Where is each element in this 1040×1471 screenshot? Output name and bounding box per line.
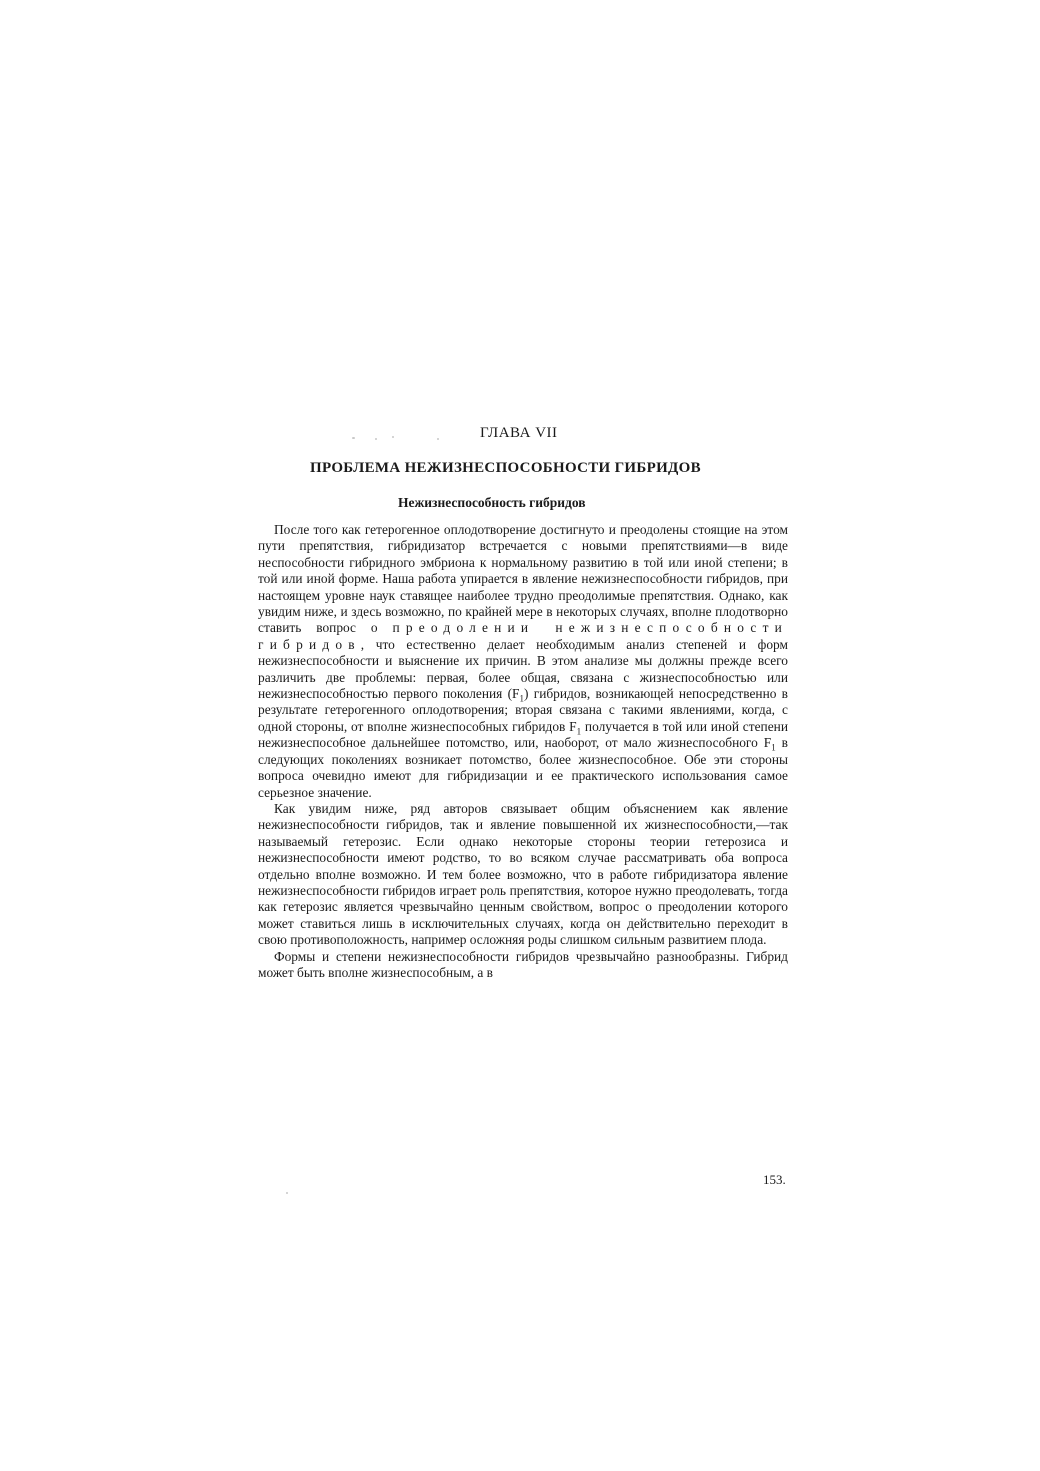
chapter-heading: ГЛАВА VII (480, 425, 558, 441)
paragraph-1 (258, 522, 788, 801)
scan-speck (437, 438, 439, 440)
scan-speck (352, 437, 355, 439)
body-text (258, 522, 788, 981)
scan-speck (286, 1192, 288, 1194)
paragraph-1-part-5: в следующих поколениях возникает потомство, более жизнеспособное. Обе эти стороны вопроса очевидно имеют для гибридизации и ее практического использования самое серьезное значение. (258, 735, 788, 800)
paragraph-1-part-2: , что естественно делает необходимым анализ степеней и форм нежизнеспособности и выяснение их причин. В этом анализе мы должны прежде всего различить две проблемы: первая, более общая, связана с жизнеспособностью или нежизнеспособностью первого поколения (F (258, 636, 788, 702)
subscript-1: 1 (519, 693, 524, 704)
paragraph-1-part-4: получается в той или иной степени нежизнеспособное дальнейшее потомство, или, наоборот, от мало жизнеспособного F (258, 718, 788, 751)
page-number: 153. (763, 1172, 786, 1187)
emphasized-phrase: преодолении нежизнеспособности гибридов (258, 620, 788, 652)
scan-speck (392, 436, 394, 438)
section-subtitle: Нежизнеспособность гибридов (398, 495, 586, 510)
paragraph-1-part-1: После того как гетерогенное оплодотворение достигнуто и преодолены стоящие на этом пути препятствия, гибридизатор встречается с новыми препятствиями—в виде неспособности гибридного эмбриона к нормальному развитию в той или иной степени; в той или иной форме. Наша работа упирается в явление нежизнеспособности гибридов, при настоящем уровне наук ставящее наиболее трудно преодолимые препятствия. Однако, как увидим ниже, и здесь возможно, по крайней мере в некоторых случаях, вполне плодотворно ставить вопрос о (258, 522, 788, 636)
subscript-3: 1 (771, 742, 776, 753)
scan-speck (375, 438, 377, 440)
paragraph-3: Формы и степени нежизнеспособности гибридов чрезвычайно разнообразны. Гибрид может быть вполне жизнеспособным, а в (258, 948, 788, 980)
subscript-2: 1 (576, 726, 582, 737)
chapter-title: ПРОБЛЕМА НЕЖИЗНЕСПОСОБНОСТИ ГИБРИДОВ (310, 460, 701, 476)
paragraph-1-part-3: ) гибридов, возникающей непосредственно в результате гетерогенного оплодотворения; вторая связана с такими явлениями, когда, с одной стороны, от вполне жизнеспособных гибридов F (258, 686, 789, 734)
paragraph-2: Как увидим ниже, ряд авторов связывает общим объяснением как явление нежизнеспособности гибридов, так и явление повышенной их жизнеспособности,—так называемый гетерозис. Если однако некоторые стороны теории гетерозиса и нежизнеспособности имеют родство, то во всяком случае рассматривать оба вопроса отдельно вполне возможно. И тем более возможно, что в работе гибридизатора явление нежизнеспособности гибридов играет роль препятствия, которое нужно преодолевать, тогда как гетерозис является чрезвычайно ценным свойством, вопрос о преодолении которого может ставиться лишь в исключительных случаях, когда он действительно переходит в свою противоположность, например осложняя роды слишком сильным развитием плода. (258, 800, 788, 948)
